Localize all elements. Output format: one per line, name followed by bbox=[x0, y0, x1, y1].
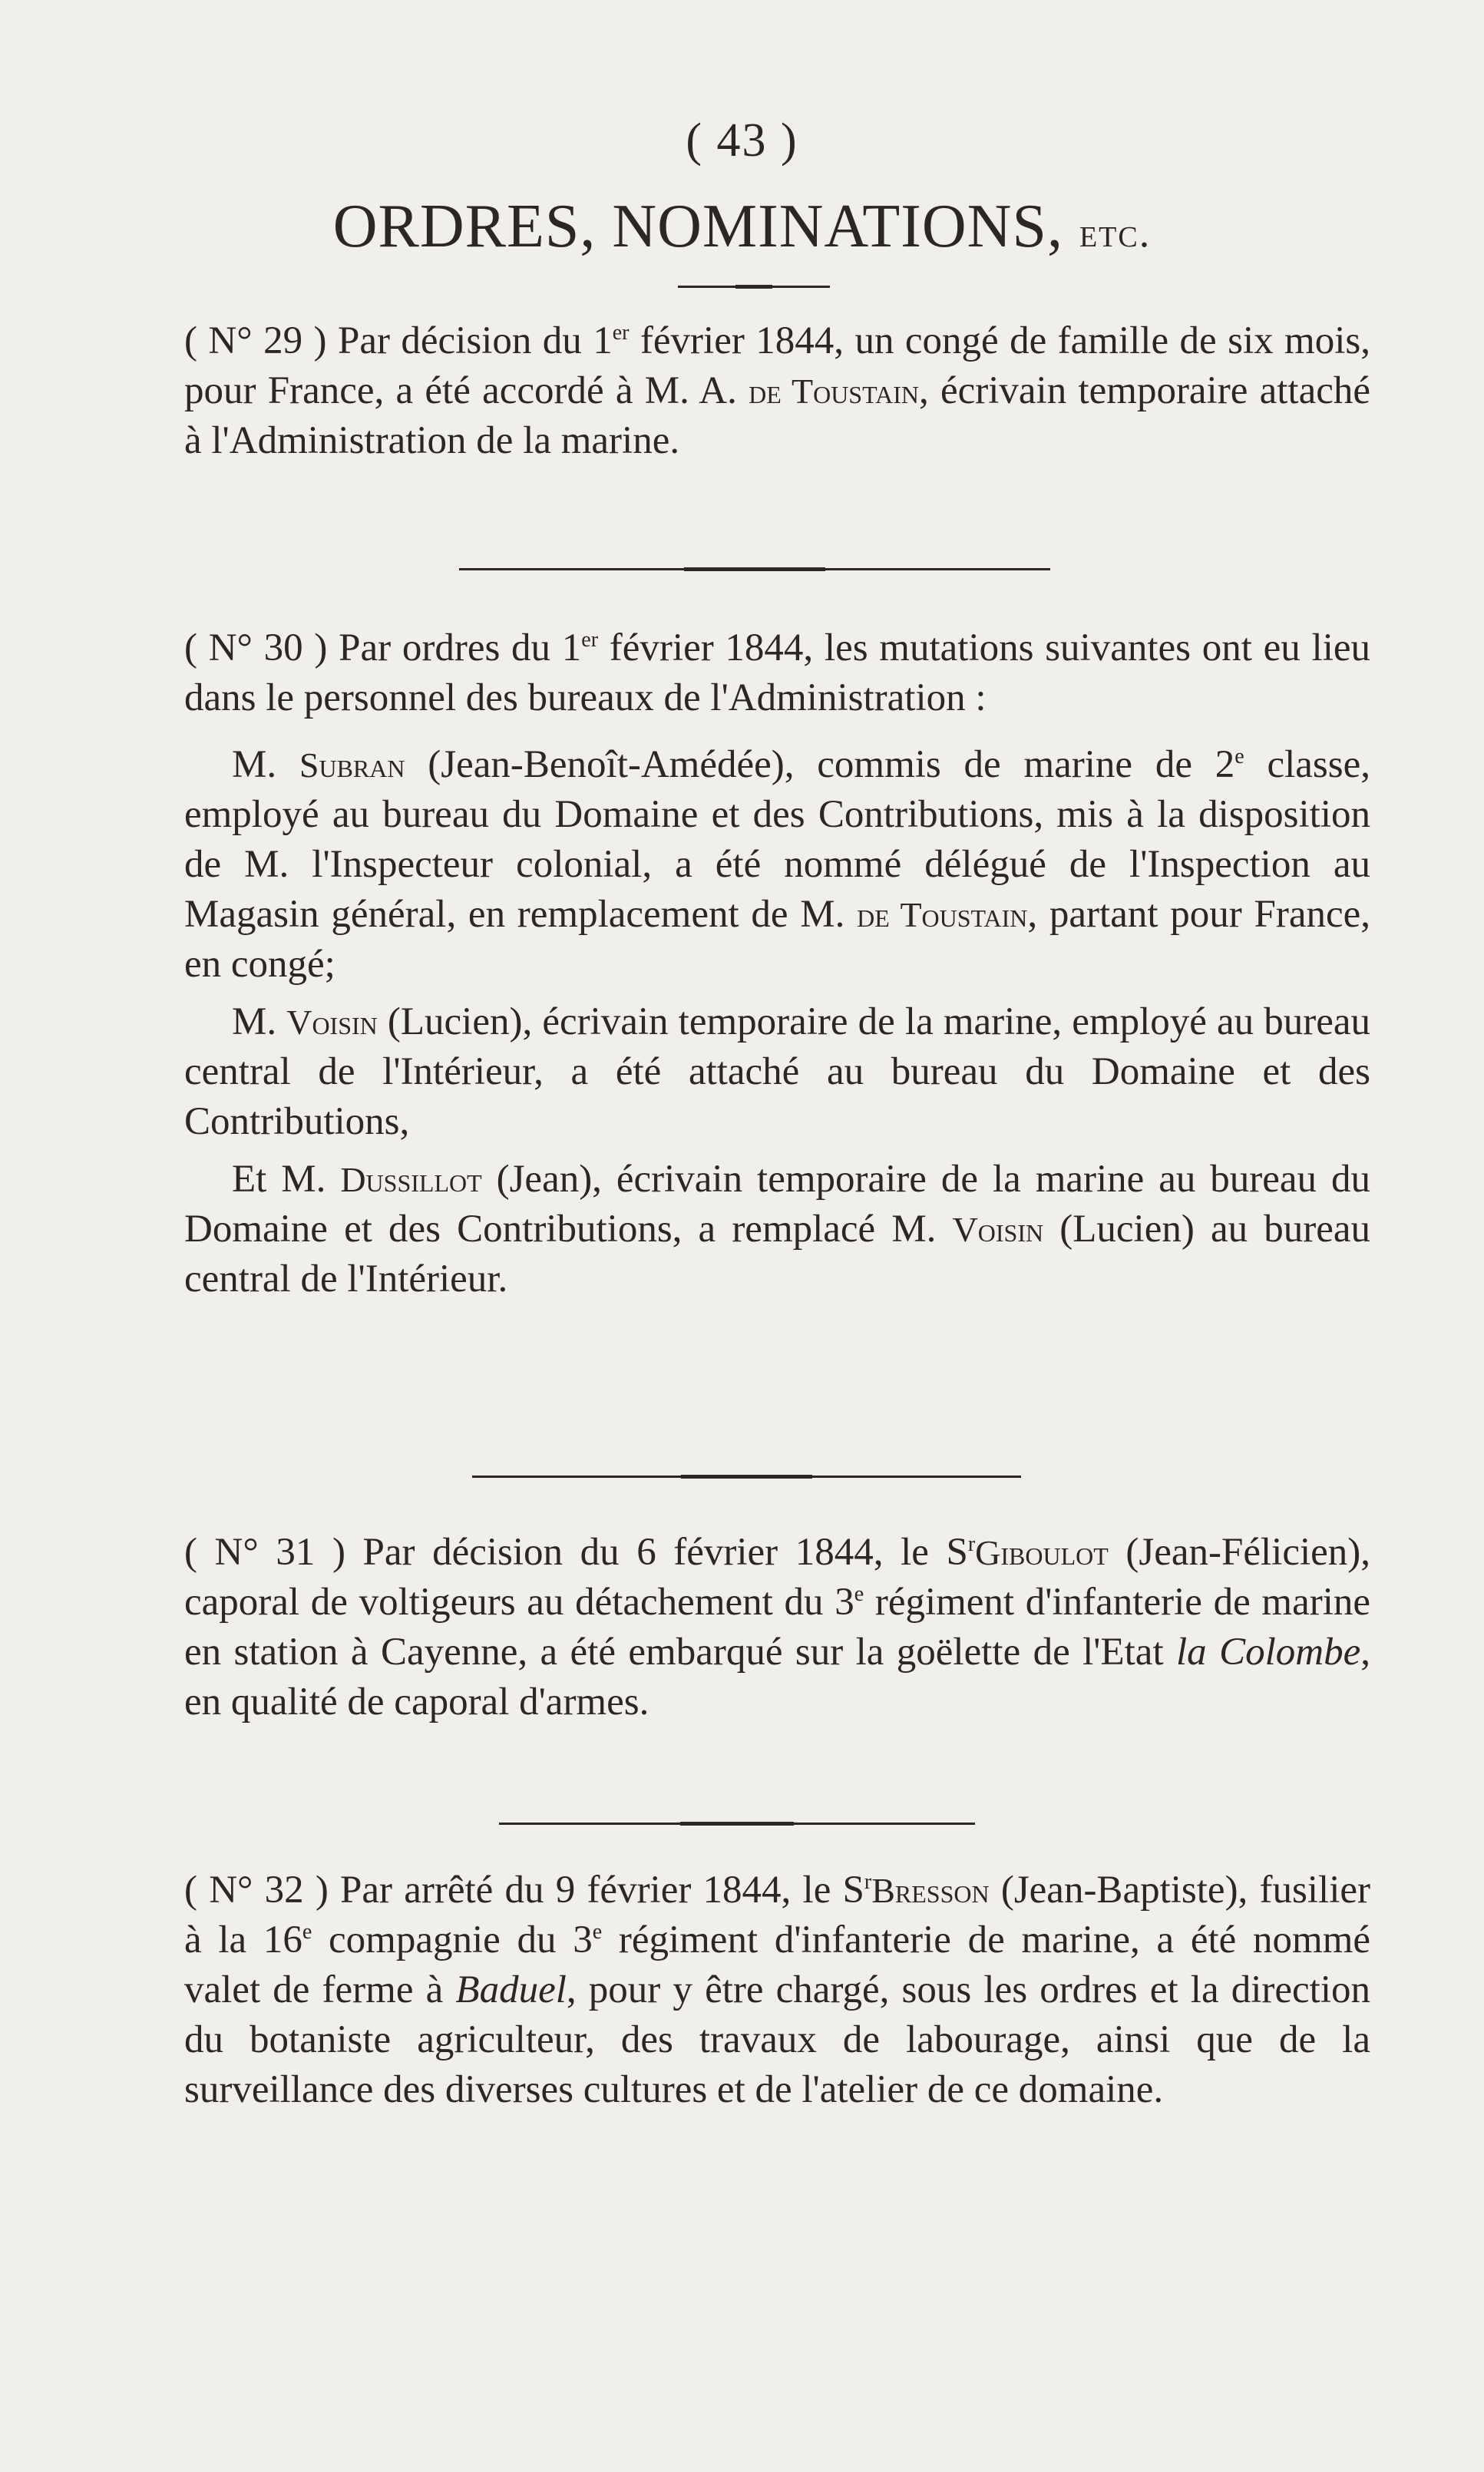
superscript: er bbox=[612, 321, 630, 345]
entry-text: , partant pour France, en congé; bbox=[184, 893, 1370, 986]
entry-text: février 1844, les mutations suivantes ont eu lieu dans le personnel des bureaux de l'Administration : bbox=[184, 626, 1370, 719]
entry-text: compagnie du 3 bbox=[312, 1918, 593, 1961]
place-name: Baduel bbox=[455, 1968, 567, 2011]
entry-text: M. bbox=[232, 1000, 287, 1043]
entry-text: (Lucien), écrivain temporaire de la marine, employé au bureau central de l'Intérieur, a été attaché au bureau du Domaine et des Contributions, bbox=[184, 1000, 1370, 1143]
entry-text: (Jean-Baptiste), fusilier à la 16 bbox=[184, 1869, 1370, 1961]
person-name: de Toustain bbox=[749, 372, 919, 411]
person-name: Subran bbox=[299, 745, 405, 785]
person-name: Giboulot bbox=[975, 1533, 1109, 1572]
superscript: er bbox=[581, 628, 599, 652]
entry-text: (Jean-Benoît-Amédée), commis de marine de 2 bbox=[405, 743, 1235, 786]
entry-text: , écrivain temporaire attaché à l'Administration de la marine. bbox=[184, 369, 1370, 462]
entry-text: M. bbox=[232, 743, 299, 786]
entry-text: (Jean-Félicien), caporal de voltigeurs au détachement du 3 bbox=[184, 1531, 1370, 1624]
ship-name: la Colombe bbox=[1176, 1631, 1361, 1674]
superscript: r bbox=[967, 1532, 976, 1556]
entry-text: , pour y être chargé, sous les ordres et la direction du botaniste agriculteur, des travaux de labourage, ainsi que de la surveillance des diverses cultures et de l'atelier de ce domaine. bbox=[184, 1968, 1370, 2111]
title-text: ORDRES, NOMINATIONS, bbox=[332, 193, 1063, 260]
entry-text: régiment d'infanterie de marine, a été nommé valet de ferme à bbox=[184, 1918, 1370, 2011]
entry-32 bbox=[184, 1866, 1370, 2115]
person-name: de Toustain bbox=[857, 895, 1028, 934]
superscript: r bbox=[864, 1870, 872, 1894]
entry-text: Par décision du 6 février 1844, le S bbox=[345, 1531, 968, 1574]
person-name: Dussillot bbox=[340, 1160, 482, 1199]
separator-rule bbox=[499, 1823, 975, 1825]
superscript: e bbox=[854, 1582, 864, 1606]
page-title bbox=[0, 192, 1484, 262]
entry-text: régiment d'infanterie de marine en station à Cayenne, a été embarqué sur la goëlette de l'Etat bbox=[184, 1581, 1371, 1674]
person-name: Voisin bbox=[952, 1210, 1044, 1249]
title-etc: etc. bbox=[1079, 210, 1152, 256]
entry-text: Par ordres du 1 bbox=[327, 626, 582, 669]
entry-number: ( N° 32 ) bbox=[184, 1869, 329, 1912]
entry-number: ( N° 30 ) bbox=[184, 626, 328, 669]
entry-text: (Lucien) au bureau central de l'Intérieur. bbox=[184, 1208, 1370, 1300]
entry-29 bbox=[184, 316, 1370, 466]
entry-30 bbox=[184, 623, 1370, 1304]
entry-text: Par décision du 1 bbox=[326, 319, 613, 362]
separator-rule bbox=[459, 568, 1050, 570]
superscript: e bbox=[302, 1920, 312, 1944]
entry-text: Par arrêté du 9 février 1844, le S bbox=[328, 1869, 864, 1912]
entry-number: ( N° 31 ) bbox=[184, 1531, 345, 1574]
separator-rule bbox=[472, 1476, 1021, 1478]
page-number: ( 43 ) bbox=[686, 114, 798, 167]
entry-text: classe, employé au bureau du Domaine et des Contributions, mis à la disposition de M. l'Inspecteur colonial, a été nommé délégué de l'Inspection au Magasin général, en remplacement de M. bbox=[184, 743, 1370, 936]
separator-rule bbox=[678, 286, 830, 288]
entry-text: , en qualité de caporal d'armes. bbox=[184, 1631, 1370, 1723]
person-name: Voisin bbox=[286, 1003, 378, 1042]
entry-text: (Jean), écrivain temporaire de la marine au bureau du Domaine et des Contributions, a remplacé M. bbox=[184, 1158, 1370, 1251]
entry-text: février 1844, un congé de famille de six mois, pour France, a été accordé à M. A. bbox=[184, 319, 1370, 412]
superscript: e bbox=[1234, 745, 1244, 768]
entry-number: ( N° 29 ) bbox=[184, 319, 327, 362]
entry-31 bbox=[184, 1528, 1370, 1727]
superscript: e bbox=[592, 1920, 603, 1944]
person-name: Bresson bbox=[871, 1871, 990, 1910]
entry-text: Et M. bbox=[232, 1158, 341, 1201]
